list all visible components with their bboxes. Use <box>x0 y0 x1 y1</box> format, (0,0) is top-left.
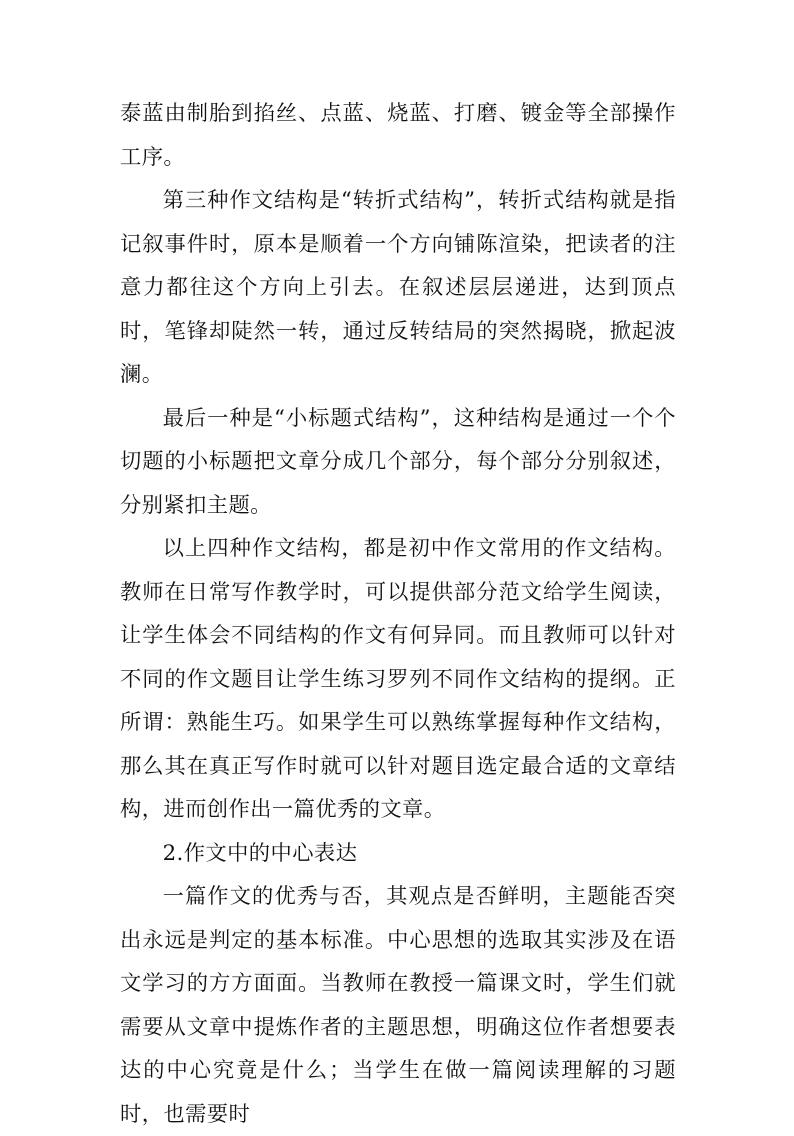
section-heading: 2.作文中的中心表达 <box>162 840 358 866</box>
paragraph-subtitle-structure: 最后一种是“小标题式结构”，这种结构是通过一个个切题的小标题把文章分成几个部分，每个部分分别叙述，分别紧扣主题。 <box>120 405 676 518</box>
body-text <box>120 92 676 1136</box>
paragraph-continued: 泰蓝由制胎到掐丝、点蓝、烧蓝、打磨、镀金等全部操作工序。 <box>120 101 676 170</box>
paragraph-central-idea: 一篇作文的优秀与否，其观点是否鲜明，主题能否突出永远是判定的基本标准。中心思想的选取其实涉及在语文学习的方方面面。当教师在教授一篇课文时，学生们就需要从文章中提炼作者的主题思想，明确这位作者想要表达的中心究竟是什么；当学生在做一篇阅读理解的习题时，也需要时 <box>120 884 676 1127</box>
paragraph-transition-structure: 第三种作文结构是“转折式结构”，转折式结构就是指记叙事件时，原本是顺着一个方向铺陈渲染，把读者的注意力都往这个方向上引去。在叙述层层递进，达到顶点时，笔锋却陡然一转，通过反转结局的突然揭晓，掀起波澜。 <box>120 188 676 387</box>
paragraph-summary: 以上四种作文结构，都是初中作文常用的作文结构。教师在日常写作教学时，可以提供部分范文给学生阅读，让学生体会不同结构的作文有何异同。而且教师可以针对不同的作文题目让学生练习罗列不同作文结构的提纲。正所谓：熟能生巧。如果学生可以熟练掌握每种作文结构，那么其在真正写作时就可以针对题目选定最合适的文章结构，进而创作出一篇优秀的文章。 <box>120 536 676 822</box>
